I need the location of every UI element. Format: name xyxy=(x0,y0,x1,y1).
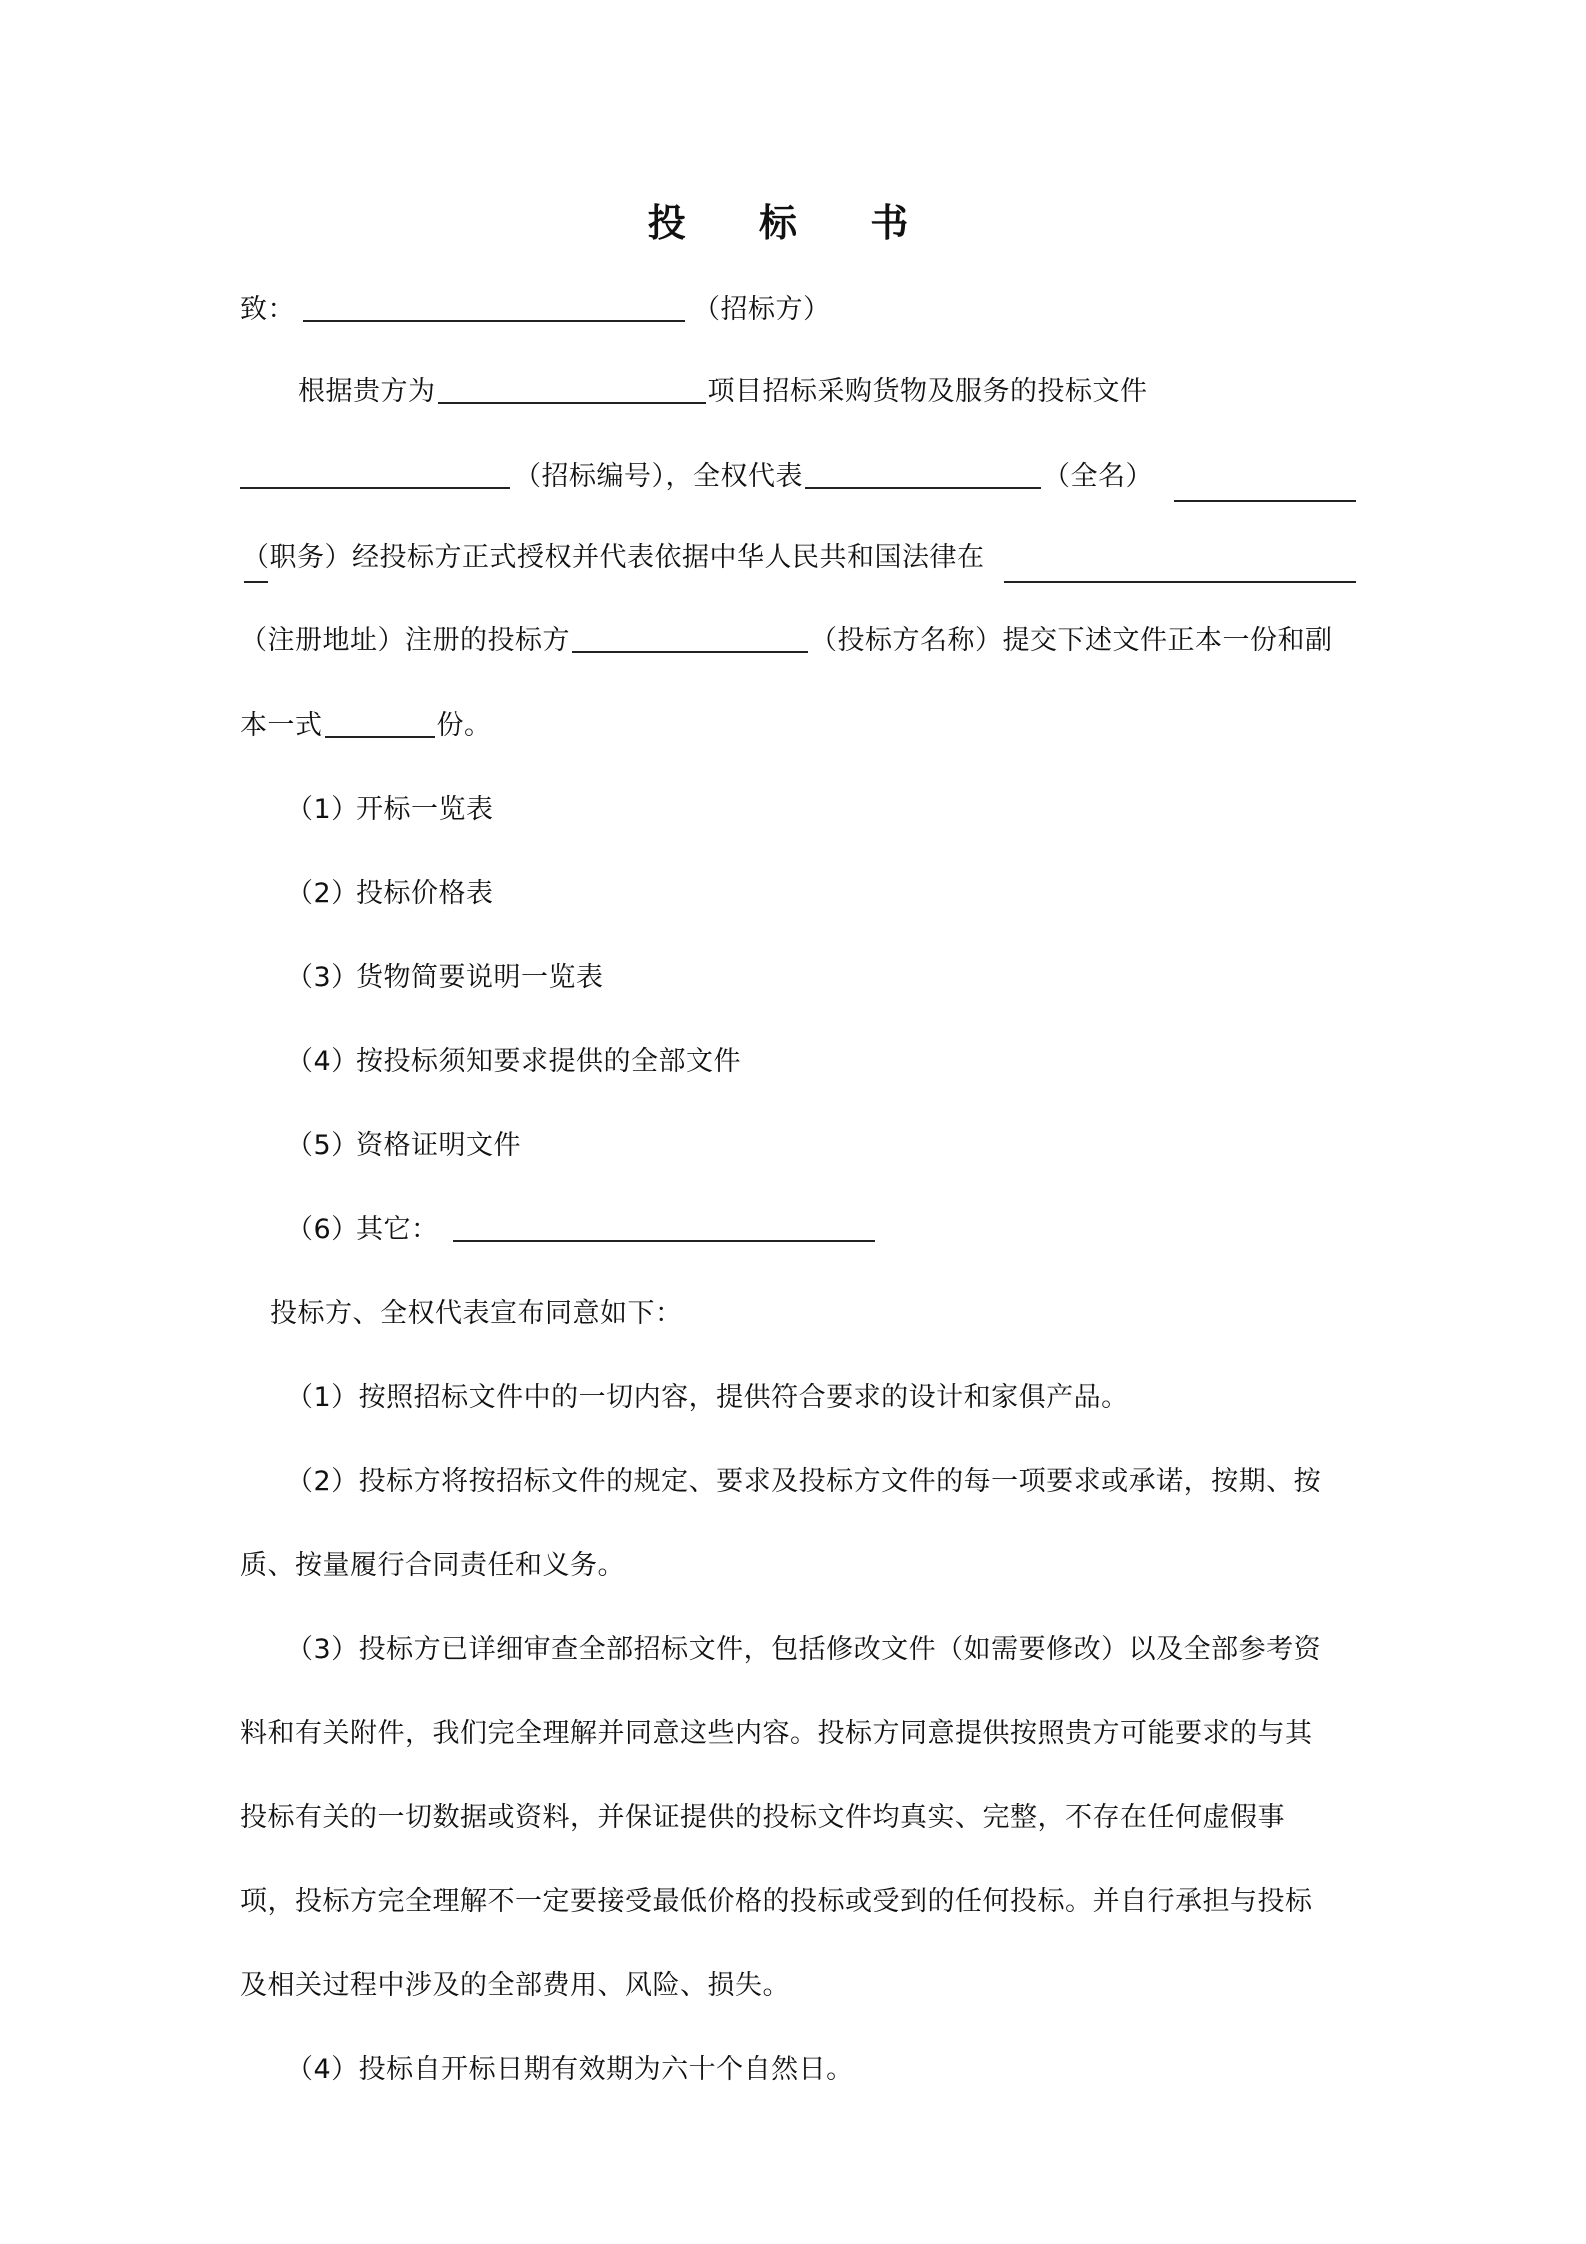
intro-line-2 xyxy=(240,457,1153,497)
declaration-item-3-line-1: （3）投标方已详细审查全部招标文件，包括修改文件（如需要修改）以及全部参考资 xyxy=(286,1634,1322,1665)
declaration-intro: 投标方、全权代表宣布同意如下： xyxy=(270,1298,683,1329)
list-item-number: （5） xyxy=(286,1130,359,1161)
declaration-item-3-line-4: 项，投标方完全理解不一定要接受最低价格的投标或受到的任何投标。并自行承担与投标 xyxy=(240,1886,1313,1917)
declaration-item-3-line-5: 及相关过程中涉及的全部费用、风险、损失。 xyxy=(240,1970,790,2001)
addressee-label: 致： xyxy=(240,294,295,325)
intro-text: （注册地址）注册的投标方 xyxy=(240,625,570,656)
intro-text: 根据贵方为 xyxy=(298,376,436,407)
list-item-text: 其它： xyxy=(356,1214,439,1245)
intro-text: 份。 xyxy=(436,710,492,741)
intro-line-4 xyxy=(240,621,1333,661)
list-item-text: 资格证明文件 xyxy=(356,1130,521,1161)
list-item-number: （3） xyxy=(286,962,359,993)
declaration-item-3-line-2: 料和有关附件，我们完全理解并同意这些内容。投标方同意提供按照贵方可能要求的与其 xyxy=(240,1718,1313,1749)
copies-blank[interactable] xyxy=(325,706,435,738)
list-item-number: （1） xyxy=(286,794,359,825)
intro-line-1 xyxy=(298,372,1148,412)
intro-line-3 xyxy=(242,538,985,578)
position-blank[interactable] xyxy=(1174,500,1356,502)
declaration-item-1: （1）按照招标文件中的一切内容，提供符合要求的设计和家俱产品。 xyxy=(286,1382,1129,1413)
list-item xyxy=(286,1126,521,1166)
document-title: 投 标 书 xyxy=(647,201,939,245)
list-item xyxy=(286,874,494,914)
declaration-item-4: （4）投标自开标日期有效期为六十个自然日。 xyxy=(286,2054,854,2085)
list-item-number: （6） xyxy=(286,1214,359,1245)
position-blank-end xyxy=(244,581,268,583)
declaration-item-3-line-3: 投标有关的一切数据或资料，并保证提供的投标文件均真实、完整，不存在任何虚假事 xyxy=(240,1802,1285,1833)
list-item-text: 投标价格表 xyxy=(356,878,494,909)
representative-name-blank[interactable] xyxy=(805,457,1041,489)
list-item xyxy=(286,790,494,830)
intro-text: （投标方名称）提交下述文件正本一份和副 xyxy=(810,625,1333,656)
registered-address-blank[interactable] xyxy=(1004,581,1356,583)
other-documents-blank[interactable] xyxy=(453,1210,875,1242)
intro-text: （全名） xyxy=(1043,461,1153,492)
intro-text: （招标编号），全权代表 xyxy=(514,461,803,492)
tender-number-blank[interactable] xyxy=(240,457,510,489)
list-item xyxy=(286,1210,875,1250)
declaration-item-2-line-1: （2）投标方将按招标文件的规定、要求及投标方文件的每一项要求或承诺，按期、按 xyxy=(286,1466,1322,1497)
list-item-text: 开标一览表 xyxy=(356,794,494,825)
declaration-item-2-line-2: 质、按量履行合同责任和义务。 xyxy=(240,1550,625,1581)
intro-text: （职务）经投标方正式授权并代表依据中华人民共和国法律在 xyxy=(242,542,985,573)
list-item-number: （2） xyxy=(286,878,359,909)
list-item xyxy=(286,958,604,998)
list-item xyxy=(286,1042,741,1082)
addressee-line xyxy=(240,290,831,330)
list-item-text: 货物简要说明一览表 xyxy=(356,962,604,993)
addressee-suffix: （招标方） xyxy=(693,294,831,325)
list-item-text: 按投标须知要求提供的全部文件 xyxy=(356,1046,741,1077)
intro-text: 项目招标采购货物及服务的投标文件 xyxy=(707,376,1148,407)
bidder-name-blank[interactable] xyxy=(572,621,808,653)
tenderer-blank[interactable] xyxy=(303,290,685,322)
list-item-number: （4） xyxy=(286,1046,359,1077)
project-name-blank[interactable] xyxy=(438,372,706,404)
intro-text: 本一式 xyxy=(240,710,323,741)
intro-line-5 xyxy=(240,706,492,746)
